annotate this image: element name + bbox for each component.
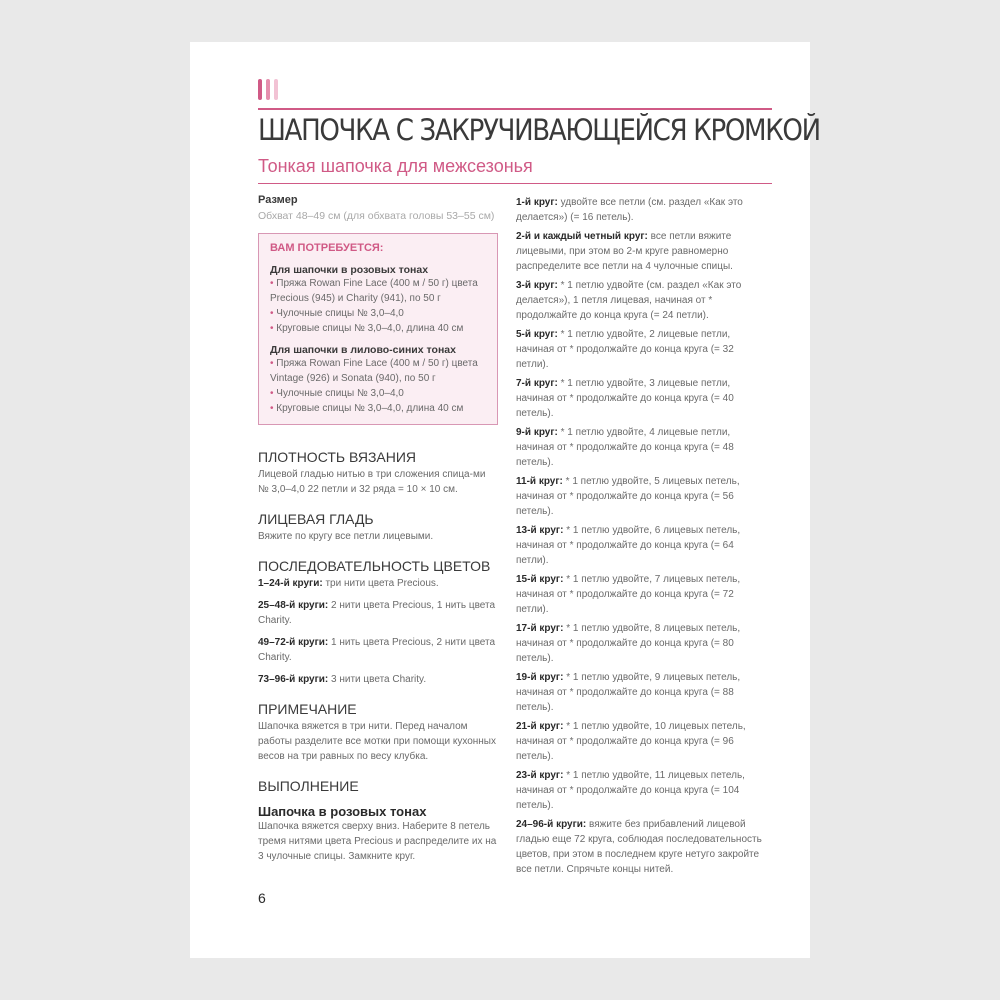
accent-bar xyxy=(274,79,278,100)
round-text: * 1 петлю удвойте, 3 лицевые петли, начиная от * продолжайте до конца круга (= 40 петель). xyxy=(516,378,734,419)
round-instruction xyxy=(516,523,764,568)
color-sequence-item xyxy=(258,635,498,665)
color-sequence-label: 25–48-й круги: xyxy=(258,600,329,611)
materials-heading: ВАМ ПОТРЕБУЕТСЯ: xyxy=(270,242,384,254)
round-instruction xyxy=(516,327,764,372)
book-page xyxy=(190,42,820,958)
materials-lilac-title: Для шапочки в лилово-синих тонах xyxy=(270,344,456,356)
stockinette-text: Вяжите по кругу все петли лицевыми. xyxy=(258,531,434,542)
page-subtitle: Тонкая шапочка для межсезонья xyxy=(258,156,533,176)
color-sequence-item xyxy=(258,598,498,628)
color-sequence-label: 1–24-й круги: xyxy=(258,578,323,589)
round-label: 21-й круг: xyxy=(516,721,564,732)
round-text: * 1 петлю удвойте, 7 лицевых петель, начиная от * продолжайте до конца круга (= 72 петли). xyxy=(516,574,741,615)
left-column xyxy=(258,194,498,864)
size-label: Размер xyxy=(258,194,298,206)
round-instruction xyxy=(516,572,764,617)
title-top-rule xyxy=(258,108,772,110)
round-label: 9-й круг: xyxy=(516,427,558,438)
round-text: * 1 петлю удвойте, 9 лицевых петель, начиная от * продолжайте до конца круга (= 88 петель). xyxy=(516,672,741,713)
color-sequence-heading: ПОСЛЕДОВАТЕЛЬНОСТЬ ЦВЕТОВ xyxy=(258,558,491,574)
round-instruction xyxy=(516,195,764,225)
round-label: 23-й круг: xyxy=(516,770,564,781)
round-instruction xyxy=(516,817,764,877)
color-sequence-text: 2 нити цвета Precious, 1 нить цвета Charity. xyxy=(258,600,496,626)
round-text: * 1 петлю удвойте, 5 лицевых петель, начиная от * продолжайте до конца круга (= 56 петель). xyxy=(516,476,740,517)
materials-pink-title: Для шапочки в розовых тонах xyxy=(270,264,429,276)
size-value: Обхват 48–49 см (для обхвата головы 53–55 см) xyxy=(258,210,495,222)
materials-item: • Пряжа Rowan Fine Lace (400 м / 50 г) цвета Vintage (926) и Sonata (940), по 50 г xyxy=(270,356,487,386)
round-text: все петли вяжите лицевыми, при этом во 2-м круге равномерно распределите все петли на 4 чулочные спицы. xyxy=(516,231,733,272)
materials-item: • Чулочные спицы № 3,0–4,0 xyxy=(270,306,487,321)
round-label: 7-й круг: xyxy=(516,378,558,389)
note-heading: ПРИМЕЧАНИЕ xyxy=(258,701,357,717)
round-label: 15-й круг: xyxy=(516,574,564,585)
color-sequence-item xyxy=(258,576,498,591)
round-text: * 1 петлю удвойте, 8 лицевых петель, начиная от * продолжайте до конца круга (= 80 петель). xyxy=(516,623,741,664)
round-label: 2-й и каждый четный круг: xyxy=(516,231,648,242)
materials-item: • Круговые спицы № 3,0–4,0, длина 40 см xyxy=(270,401,487,416)
round-label: 19-й круг: xyxy=(516,672,564,683)
round-text: * 1 петлю удвойте (см. раздел «Как это делается»), 1 петля лицевая, начиная от * продолжайте до конца круга (= 24 петли). xyxy=(516,280,742,321)
right-column xyxy=(516,195,764,881)
round-text: * 1 петлю удвойте, 6 лицевых петель, начиная от * продолжайте до конца круга (= 64 петли). xyxy=(516,525,741,566)
color-sequence-item xyxy=(258,672,498,687)
round-instruction xyxy=(516,621,764,666)
materials-item: • Круговые спицы № 3,0–4,0, длина 40 см xyxy=(270,321,487,336)
materials-item: • Пряжа Rowan Fine Lace (400 м / 50 г) цвета Precious (945) и Charity (941), по 50 г xyxy=(270,276,487,306)
round-text: вяжите без прибавлений лицевой гладью еще 72 круга, соблюдая последовательность цветов, при этом в последнем круге нетугo закройте все петли. Спрячьте концы нитей. xyxy=(516,819,762,875)
note-text: Шапочка вяжется в три нити. Перед началом работы разделите все мотки при помощи кухонных весов на три равных по весу клубка. xyxy=(258,721,496,762)
gauge-heading: ПЛОТНОСТЬ ВЯЗАНИЯ xyxy=(258,449,417,465)
round-label: 24–96-й круги: xyxy=(516,819,587,830)
execution-heading: ВЫПОЛНЕНИЕ xyxy=(258,778,359,794)
round-instruction xyxy=(516,670,764,715)
round-instruction xyxy=(516,376,764,421)
round-label: 11-й круг: xyxy=(516,476,563,487)
round-instruction xyxy=(516,474,764,519)
round-label: 1-й круг: xyxy=(516,197,558,208)
round-label: 17-й круг: xyxy=(516,623,564,634)
color-sequence-text: 3 нити цвета Charity. xyxy=(328,674,427,685)
round-text: удвойте все петли (см. раздел «Как это делается») (= 16 петель). xyxy=(516,197,743,223)
color-sequence-text: три нити цвета Precious. xyxy=(322,578,439,589)
page-title: ШАПОЧКА С ЗАКРУЧИВАЮЩЕЙСЯ КРОМКОЙ xyxy=(258,113,820,147)
round-instruction xyxy=(516,229,764,274)
gauge-text: Лицевой гладью нитью в три сложения спица-ми № 3,0–4,0 22 петли и 32 ряда = 10 × 10 см. xyxy=(258,469,486,495)
color-sequence-label: 73–96-й круги: xyxy=(258,674,329,685)
materials-box xyxy=(258,233,498,425)
color-sequence-label: 49–72-й круги: xyxy=(258,637,329,648)
execution-subheading: Шапочка в розовых тонах xyxy=(258,804,427,819)
materials-item: • Чулочные спицы № 3,0–4,0 xyxy=(270,386,487,401)
round-label: 5-й круг: xyxy=(516,329,558,340)
execution-text: Шапочка вяжется сверху вниз. Наберите 8 петель тремя нитями цвета Precious и распределите их на 3 чулочные спицы. Замкните круг. xyxy=(258,821,497,862)
round-instruction xyxy=(516,719,764,764)
round-text: * 1 петлю удвойте, 10 лицевых петель, начиная от * продолжайте до конца круга (= 96 петель). xyxy=(516,721,746,762)
stockinette-heading: ЛИЦЕВАЯ ГЛАДЬ xyxy=(258,511,374,527)
page-number: 6 xyxy=(258,890,266,906)
round-instruction xyxy=(516,278,764,323)
color-sequence-text: 1 нить цвета Precious, 2 нити цвета Charity. xyxy=(258,637,496,663)
accent-bar xyxy=(258,79,262,100)
round-text: * 1 петлю удвойте, 11 лицевых петель, начиная от * продолжайте до конца круга (= 104 петель). xyxy=(516,770,745,811)
header-accent-bars xyxy=(258,79,278,100)
round-text: * 1 петлю удвойте, 2 лицевые петли, начиная от * продолжайте до конца круга (= 32 петли). xyxy=(516,329,734,370)
subtitle-rule xyxy=(258,183,772,184)
accent-bar xyxy=(266,79,270,100)
round-instruction xyxy=(516,425,764,470)
round-label: 13-й круг: xyxy=(516,525,564,536)
round-text: * 1 петлю удвойте, 4 лицевые петли, начиная от * продолжайте до конца круга (= 48 петель). xyxy=(516,427,734,468)
round-label: 3-й круг: xyxy=(516,280,558,291)
round-instruction xyxy=(516,768,764,813)
